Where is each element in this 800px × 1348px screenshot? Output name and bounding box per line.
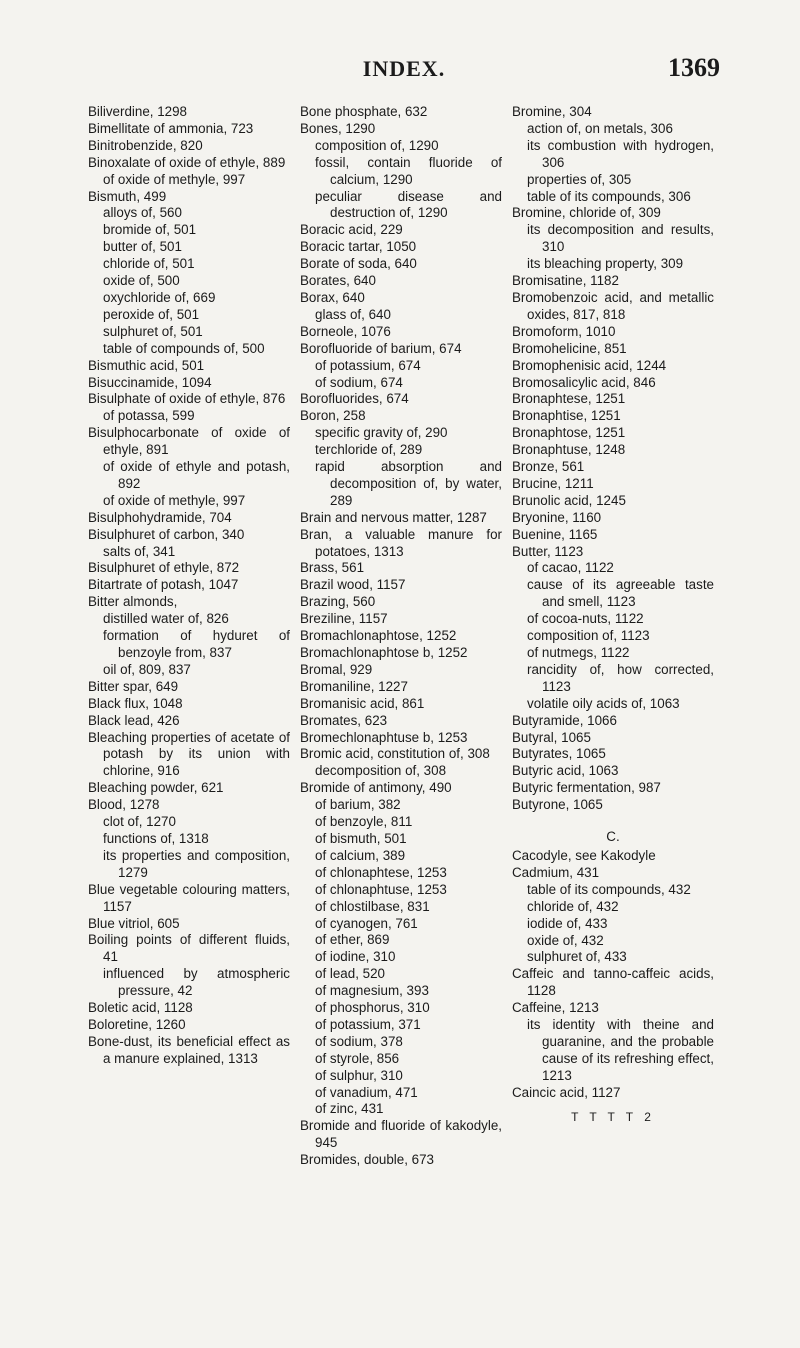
index-entry: Bromine, 304: [512, 104, 592, 119]
index-entry: Bisulphate of oxide of ethyle, 876: [88, 391, 286, 407]
index-subentry: of nutmegs, 1122: [527, 645, 630, 660]
index-subentry: of chlonaphtuse, 1253: [315, 881, 447, 897]
index-entry: Boiling points of different fluids, 41: [88, 932, 290, 965]
index-subentry: of cocoa-nuts, 1122: [527, 611, 644, 627]
index-subentry: its properties and composition, 1279: [103, 847, 290, 880]
index-subentry: its decomposition and results, 310: [527, 222, 714, 255]
page-title: INDEX.: [362, 56, 446, 81]
index-subentry: of oxide of ethyle and potash, 892: [103, 459, 290, 491]
index-entry: Bisulphocarbonate of oxide of ethyle, 891: [88, 425, 290, 458]
index-entry: Butyric fermentation, 987: [512, 780, 661, 796]
index-subentry: terchloride of, 289: [315, 442, 423, 458]
index-columns: [88, 104, 724, 1304]
index-entry: Bromoform, 1010: [512, 323, 616, 339]
index-subentry: of bismuth, 501: [315, 830, 407, 846]
index-subentry: influenced by atmospheric pressure, 42: [103, 966, 290, 999]
signature-mark: T T T T 2: [571, 1109, 655, 1124]
index-entry: Bromachlonaphtose, 1252: [300, 628, 457, 644]
index-entry: Bryonine, 1160: [512, 509, 602, 525]
index-subentry: composition of, 1290: [315, 137, 439, 153]
index-subentry: formation of hyduret of benzoyle from, 837: [103, 628, 290, 660]
index-subentry: of benzoyle, 811: [315, 814, 413, 830]
index-entry: Butyral, 1065: [512, 729, 591, 745]
index-subentry: specific gravity of, 290: [315, 425, 448, 441]
index-entry: Bromide of antimony, 490: [300, 780, 452, 796]
index-entry: Breziline, 1157: [300, 611, 388, 627]
index-subentry: of ether, 869: [315, 932, 390, 948]
index-entry: Borates, 640: [300, 273, 376, 289]
index-subentry: composition of, 1123: [527, 628, 650, 644]
index-subentry: its combustion with hydrogen, 306: [527, 137, 714, 170]
index-subentry: of sulphur, 310: [315, 1067, 403, 1083]
index-entry: Boracic tartar, 1050: [300, 239, 417, 255]
index-subentry: peculiar disease and destruction of, 1290: [315, 188, 502, 221]
index-entry: Biliverdine, 1298: [88, 104, 188, 119]
index-entry: Bone-dust, its beneficial effect as a manure explained, 1313: [88, 1033, 290, 1066]
index-subentry: of potassium, 674: [315, 357, 421, 373]
index-entry: Brunolic acid, 1245: [512, 492, 626, 508]
index-entry: Bromisatine, 1182: [512, 273, 619, 289]
index-entry: Cadmium, 431: [512, 864, 600, 880]
index-subentry: of potassium, 371: [315, 1016, 421, 1032]
index-subentry: of chlonaphtese, 1253: [315, 864, 447, 880]
index-entry: Boloretine, 1260: [88, 1016, 186, 1032]
index-entry: Borax, 640: [300, 289, 365, 305]
index-entry: Bisulphohydramide, 704: [88, 509, 232, 525]
index-entry: Bromobenzoic acid, and metallic oxides, 817, 818: [512, 289, 714, 322]
index-entry: Butyramide, 1066: [512, 712, 617, 728]
index-subentry: of magnesium, 393: [315, 983, 429, 999]
index-entry: Bromechlonaphtuse b, 1253: [300, 729, 468, 745]
index-entry: Bitter almonds,: [88, 594, 178, 610]
index-subentry: of sodium, 674: [315, 374, 403, 390]
index-subentry: of phosphorus, 310: [315, 1000, 430, 1016]
index-subentry: iodide of, 433: [527, 915, 608, 931]
index-entry: Bromides, double, 673: [300, 1152, 434, 1168]
index-subentry: of cacao, 1122: [527, 560, 614, 576]
index-entry: Butyrone, 1065: [512, 797, 603, 813]
index-entry: Brazing, 560: [300, 594, 376, 610]
index-subentry: fossil, contain fluoride of calcium, 1290: [315, 154, 502, 187]
index-subentry: of zinc, 431: [315, 1101, 384, 1117]
index-entry: Bromaniline, 1227: [300, 678, 408, 694]
index-subentry: its bleaching property, 309: [527, 256, 684, 272]
index-entry: Blue vegetable colouring matters, 1157: [88, 881, 290, 914]
index-entry: Bromates, 623: [300, 712, 388, 728]
index-entry: Binitrobenzide, 820: [88, 137, 203, 153]
index-column-1: [88, 104, 290, 1068]
index-entry: Bronaphtuse, 1248: [512, 442, 626, 458]
index-subentry: rapid absorption and decomposition of, by water, 289: [315, 459, 502, 508]
index-entry: Butyrates, 1065: [512, 746, 606, 762]
index-entry: Bimellitate of ammonia, 723: [88, 120, 254, 136]
index-subentry: table of its compounds, 306: [527, 188, 691, 204]
index-entry: Bromide and fluoride of kakodyle, 945: [300, 1118, 502, 1151]
index-entry: Brass, 561: [300, 560, 365, 576]
index-subentry: oxychloride of, 669: [103, 289, 216, 305]
index-subentry: of vanadium, 471: [315, 1084, 418, 1100]
section-letter: C.: [606, 829, 620, 845]
index-entry: Bromanisic acid, 861: [300, 695, 425, 711]
index-entry: Bronaphtose, 1251: [512, 425, 626, 441]
index-subentry: bromide of, 501: [103, 222, 197, 238]
index-subentry: volatile oily acids of, 1063: [527, 695, 680, 711]
index-entry: Binoxalate of oxide of ethyle, 889: [88, 154, 286, 170]
index-entry: Cacodyle, see Kakodyle: [512, 847, 656, 863]
index-entry: Butyric acid, 1063: [512, 763, 619, 779]
index-subentry: butter of, 501: [103, 239, 182, 255]
index-entry: Caincic acid, 1127: [512, 1084, 621, 1100]
index-entry: Bronze, 561: [512, 459, 585, 475]
index-subentry: of potassa, 599: [103, 408, 195, 424]
index-entry: Bromal, 929: [300, 661, 373, 677]
index-subentry: of cyanogen, 761: [315, 915, 418, 931]
index-subentry: decomposition of, 308: [315, 763, 447, 779]
index-entry: Boracic acid, 229: [300, 222, 403, 238]
index-subentry: of styrole, 856: [315, 1050, 400, 1066]
index-subentry: alloys of, 560: [103, 205, 182, 221]
index-subentry: sulphuret of, 501: [103, 323, 203, 339]
index-subentry: of sodium, 378: [315, 1033, 403, 1049]
index-column-3: [512, 104, 714, 1124]
index-entry: Caffeic and tanno-caffeic acids, 1128: [512, 966, 714, 999]
index-subentry: oxide of, 432: [527, 932, 604, 948]
index-subentry: table of its compounds, 432: [527, 881, 691, 897]
index-subentry: glass of, 640: [315, 306, 391, 322]
index-entry: Boron, 258: [300, 408, 366, 424]
index-subentry: distilled water of, 826: [103, 611, 229, 627]
index-subentry: rancidity of, how corrected, 1123: [527, 661, 714, 694]
index-entry: Bromine, chloride of, 309: [512, 205, 661, 221]
index-entry: Black lead, 426: [88, 712, 180, 728]
index-subentry: of barium, 382: [315, 797, 401, 813]
index-entry: Brazil wood, 1157: [300, 577, 406, 593]
index-subentry: chloride of, 432: [527, 898, 619, 914]
index-entry: Bisulphuret of ethyle, 872: [88, 560, 240, 576]
index-entry: Blood, 1278: [88, 797, 160, 813]
index-subentry: peroxide of, 501: [103, 306, 200, 322]
index-entry: Bromachlonaphtose b, 1252: [300, 645, 468, 660]
index-subentry: of iodine, 310: [315, 949, 396, 965]
index-entry: Bromosalicylic acid, 846: [512, 374, 656, 390]
index-entry: Brucine, 1211: [512, 475, 594, 491]
index-entry: Brain and nervous matter, 1287: [300, 509, 487, 525]
index-entry: Bronaphtise, 1251: [512, 408, 621, 424]
index-entry: Bitartrate of potash, 1047: [88, 577, 239, 593]
index-subentry: functions of, 1318: [103, 830, 209, 846]
index-entry: Borate of soda, 640: [300, 256, 417, 272]
index-entry: Bisuccinamide, 1094: [88, 374, 212, 390]
index-subentry: its identity with theine and guaranine, and the probable cause of its refreshing effect, 1213: [527, 1017, 714, 1083]
index-subentry: clot of, 1270: [103, 814, 176, 830]
index-entry: Bran, a valuable manure for potatoes, 1313: [300, 526, 502, 559]
index-subentry: action of, on metals, 306: [527, 120, 673, 136]
index-entry: Bromophenisic acid, 1244: [512, 357, 667, 373]
index-entry: Bromic acid, constitution of, 308: [300, 746, 490, 762]
index-subentry: salts of, 341: [103, 543, 176, 559]
index-entry: Bisulphuret of carbon, 340: [88, 526, 245, 542]
index-subentry: of lead, 520: [315, 966, 385, 982]
index-entry: Blue vitriol, 605: [88, 915, 180, 931]
index-subentry: properties of, 305: [527, 171, 632, 187]
index-entry: Bones, 1290: [300, 120, 376, 136]
index-subentry: table of compounds of, 500: [103, 340, 265, 356]
index-entry: Bone phosphate, 632: [300, 104, 428, 119]
index-entry: Boletic acid, 1128: [88, 1000, 193, 1016]
page-number: 1369: [668, 53, 720, 82]
index-entry: Bismuthic acid, 501: [88, 357, 205, 373]
index-column-2: [300, 104, 502, 1169]
index-subentry: sulphuret of, 433: [527, 949, 627, 965]
index-entry: Borneole, 1076: [300, 323, 391, 339]
index-entry: Bromohelicine, 851: [512, 340, 627, 356]
index-subentry: of oxide of methyle, 997: [103, 171, 246, 187]
index-entry: Black flux, 1048: [88, 695, 183, 711]
index-entry: Bronaphtese, 1251: [512, 391, 626, 407]
page-header: [88, 53, 720, 90]
index-entry: Caffeine, 1213: [512, 1000, 599, 1016]
index-entry: Bismuth, 499: [88, 188, 167, 204]
index-entry: Bleaching properties of acetate of potash by its union with chlorine, 916: [88, 729, 290, 779]
index-entry: Borofluorides, 674: [300, 391, 409, 407]
index-subentry: oxide of, 500: [103, 273, 180, 289]
index-entry: Bitter spar, 649: [88, 678, 179, 694]
index-subentry: cause of its agreeable taste and smell, 1123: [527, 577, 714, 610]
index-entry: Buenine, 1165: [512, 526, 598, 542]
index-subentry: chloride of, 501: [103, 256, 195, 272]
index-entry: Bleaching powder, 621: [88, 780, 224, 796]
index-subentry: of calcium, 389: [315, 847, 406, 863]
index-subentry: of chlostilbase, 831: [315, 898, 430, 914]
index-subentry: of oxide of methyle, 997: [103, 492, 246, 508]
index-entry: Butter, 1123: [512, 543, 584, 559]
index-entry: Borofluoride of barium, 674: [300, 340, 462, 356]
index-subentry: oil of, 809, 837: [103, 661, 191, 677]
